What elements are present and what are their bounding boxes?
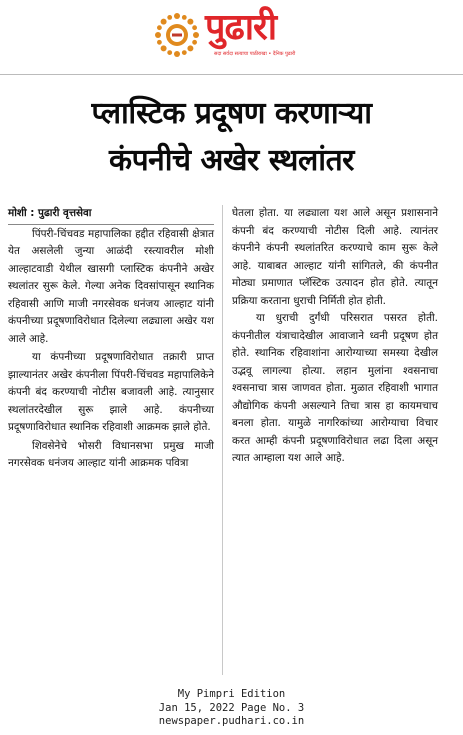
masthead xyxy=(0,6,463,64)
paragraph: शिवसेनेचे भोसरी विधानसभा प्रमुख माजी नगरसेवक धनंजय आल्हाट यांनी आक्रमक पवित्रा xyxy=(8,439,214,469)
dateline-rule xyxy=(8,224,214,225)
dateline: मोशी : पुढारी वृत्तसेवा xyxy=(8,207,92,219)
edition-date-page: Jan 15, 2022 Page No. 3 xyxy=(158,701,305,714)
edition-url[interactable]: newspaper.pudhari.co.in xyxy=(158,715,305,727)
brand-name: पुढारी xyxy=(205,7,277,48)
article-column-right xyxy=(232,205,438,468)
edition-footer xyxy=(0,688,463,729)
headline xyxy=(6,90,457,184)
edition-name: My Pimpri Edition xyxy=(177,688,286,700)
masthead-divider xyxy=(0,74,463,75)
headline-line-2: कंपनीचे अखेर स्थलांतर xyxy=(109,143,354,178)
paragraph: घेतला होता. या लढ्याला यश आले असून प्रशासनाने कंपनी बंद करण्याची नोटीस दिली आहे. त्यानंतर कंपनीने कंपनी स्थलांतरित करण्याचे काम सुरू केले आहे. याबाबत आल्हाट यांनी सांगितले, की कंपनीत मोठ्या प्रमाणात प्लॅस्टिक उत्पादन होत होते. त्यातून प्रक्रिया करताना धुराची निर्मिती होत होती. xyxy=(232,207,438,307)
article-body xyxy=(8,205,456,680)
brand-tagline: सदा सर्वदा सत्याचा पाठीराखा • दैनिक पुढारी xyxy=(214,51,296,57)
paragraph: या कंपनीच्या प्रदूषणाविरोधात तक्रारी प्राप्त झाल्यानंतर अखेर कंपनीला पिंपरी-चिंचवड महापालिकेने कंपनी बंद करण्याची नोटीस बजावली आहे. त्यानुसार स्थलांतरदेखील सुरू झाले आहे. कंपनीच्या प्रदूषणाविरोधात स्थानिक रहिवाशी आक्रमक झाले होते. xyxy=(8,351,214,433)
paragraph: या धुराची दुर्गंधी परिसरात पसरत होती. कंपनीतील यंत्राचादेखील आवाजाने ध्वनी प्रदूषण होत होते. स्थानिक रहिवाशांना आरोग्याच्या समस्या देखील उद्भवू लागल्या होत्या. लहान मुलांना श्वसनाचा श्वसनाचा त्रास जाणवत होता. मुळात रहिवाशी भागात औद्योगिक कंपनी असल्याने तिचा त्रास हा कायमचाच बनला होता. यामुळे नागरिकांच्या आरोग्याचा विचार करत आम्ही कंपनी प्रदूषणाविरोधात लढा दिला असून त्यात आम्हाला यश आले आहे. xyxy=(232,312,438,464)
headline-line-1: प्लास्टिक प्रदूषण करणाऱ्या xyxy=(91,96,372,131)
paragraph: पिंपरी-चिंचवड महापालिका हद्दीत रहिवासी क्षेत्रात येत असलेली जुन्या आळंदी रस्त्यावरील मोशी आल्हाटवाडी येथील खासगी प्लास्टिक कंपनीने अखेर स्थलांतर सुरू केले. गेल्या अनेक दिवसांपासून स्थानिक रहिवासी आणि माजी नगरसेवक धनंजय आल्हाट यांनी कंपनीच्या प्रदूषणाविरोधात दिलेल्या लढ्याला अखेर यश आले आहे. xyxy=(8,227,214,345)
sun-emblem-icon xyxy=(154,12,200,58)
column-divider xyxy=(222,205,223,675)
article-column-left xyxy=(8,205,214,473)
